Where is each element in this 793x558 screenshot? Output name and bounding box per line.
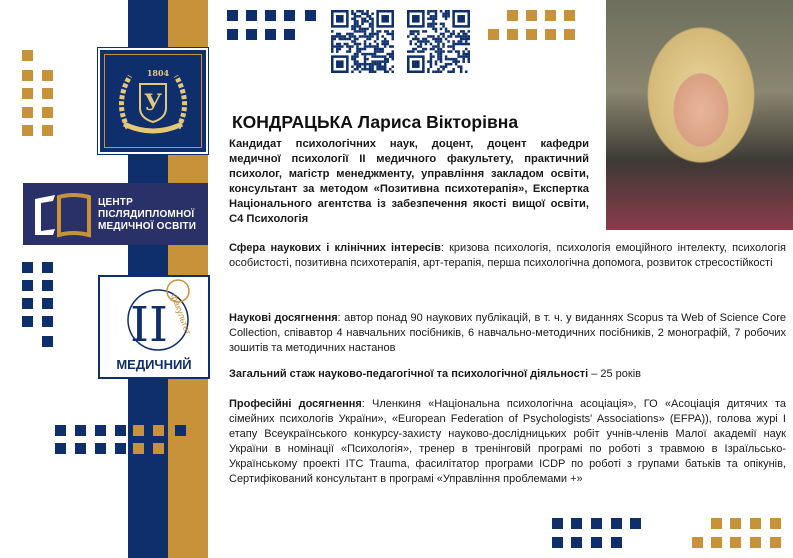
university-logo bbox=[98, 48, 208, 154]
decorative-square bbox=[42, 107, 53, 118]
second-medical-faculty-logo bbox=[98, 275, 210, 379]
decorative-square bbox=[545, 29, 556, 40]
decorative-square bbox=[770, 518, 781, 529]
person-name: КОНДРАЦЬКА Лариса Вікторівна bbox=[232, 112, 519, 132]
decorative-square bbox=[115, 443, 126, 454]
decorative-square bbox=[22, 88, 33, 99]
decorative-square bbox=[730, 537, 741, 548]
postgraduate-center-logo: ЦЕНТР ПІСЛЯДИПЛОМНОЇ МЕДИЧНОЇ ОСВІТИ bbox=[23, 183, 208, 245]
decorative-square bbox=[42, 298, 53, 309]
decorative-square bbox=[488, 29, 499, 40]
decorative-square bbox=[115, 425, 126, 436]
decorative-square bbox=[22, 280, 33, 291]
decorative-square bbox=[22, 316, 33, 327]
decorative-square bbox=[246, 10, 257, 21]
decorative-square bbox=[730, 518, 741, 529]
interests-section: Сфера наукових і клінічних інтересів: кризова психологія, психологія емоційного інтелекту, психологія особистості, позитивна психотерапія, арт-терапія, перша психологічна допомога, розвиток стресостійкості bbox=[229, 242, 786, 269]
decorative-square bbox=[526, 10, 537, 21]
qr-code-1[interactable] bbox=[331, 10, 394, 73]
decorative-square bbox=[711, 518, 722, 529]
decorative-square bbox=[571, 518, 582, 529]
decorative-square bbox=[133, 443, 144, 454]
decorative-square bbox=[22, 50, 33, 61]
decorative-square bbox=[526, 29, 537, 40]
decorative-square bbox=[591, 518, 602, 529]
decorative-square bbox=[55, 443, 66, 454]
decorative-square bbox=[750, 537, 761, 548]
decorative-square bbox=[265, 29, 276, 40]
decorative-square bbox=[22, 298, 33, 309]
decorative-square bbox=[611, 537, 622, 548]
decorative-square bbox=[153, 443, 164, 454]
position-summary: Кандидат психологічних наук, доцент, доцент кафедри медичної психології II медичного факультету, практичний психолог, магістр менеджменту, управління закладом освіти, консультант за методом «Позитивна психотерапія», Експертка Національного агентства із забезпечення якості вищої освіти, С4 Психологія bbox=[229, 138, 589, 225]
decorative-square bbox=[22, 70, 33, 81]
svg-text:1804: 1804 bbox=[146, 68, 170, 78]
svg-text:факультет: факультет bbox=[169, 292, 194, 336]
decorative-square bbox=[227, 29, 238, 40]
decorative-square bbox=[42, 336, 53, 347]
decorative-square bbox=[507, 29, 518, 40]
decorative-square bbox=[22, 262, 33, 273]
decorative-square bbox=[95, 425, 106, 436]
achievements-section: Наукові досягнення: автор понад 90 наукових публікацій, в т. ч. у виданнях Scopus та Web of Science Core Collection, співавтор 4 навчальних посібників, 6 навчально-методичних посібників, 2 монографій, 7 робочих зошитів та методичних настанов bbox=[229, 312, 786, 354]
decorative-square bbox=[42, 280, 53, 291]
decorative-square bbox=[305, 10, 316, 21]
professional-section: Професійні досягнення: Членкиня «Національна психологічна асоціація», ГО «Асоціація дитячих та сімейних психологів України», «European Federation of Psychologists' Associations» (EFPA)), голова журі І етапу Всеукраїнського конкурсу-захисту науково-дослідницьких робіт учнів-членів Малої академії наук України в номінації «Психологія», тренер в тренінговій програмі по роботі з травмою в Ізраїльсько-Українському проекті ITC Trauma, фасилітатор програми ICDP по роботі з групами батьків та опікунів, Сертифікований консультант в програмі «Управління проблемами +» bbox=[229, 398, 786, 485]
decorative-square bbox=[75, 443, 86, 454]
decorative-square bbox=[175, 425, 186, 436]
profile-photo bbox=[606, 0, 793, 230]
decorative-square bbox=[153, 425, 164, 436]
svg-text:II: II bbox=[130, 297, 168, 353]
decorative-square bbox=[552, 537, 563, 548]
decorative-square bbox=[22, 125, 33, 136]
decorative-square bbox=[284, 10, 295, 21]
decorative-square bbox=[571, 537, 582, 548]
decorative-square bbox=[55, 425, 66, 436]
decorative-square bbox=[507, 10, 518, 21]
decorative-square bbox=[42, 316, 53, 327]
decorative-square bbox=[133, 425, 144, 436]
decorative-square bbox=[75, 425, 86, 436]
decorative-square bbox=[22, 107, 33, 118]
decorative-square bbox=[246, 29, 257, 40]
decorative-square bbox=[95, 443, 106, 454]
decorative-square bbox=[42, 70, 53, 81]
decorative-square bbox=[750, 518, 761, 529]
decorative-square bbox=[42, 125, 53, 136]
decorative-square bbox=[552, 518, 563, 529]
decorative-square bbox=[42, 88, 53, 99]
decorative-square bbox=[265, 10, 276, 21]
decorative-square bbox=[611, 518, 622, 529]
svg-text:МЕДИЧНИЙ: МЕДИЧНИЙ bbox=[116, 357, 192, 372]
decorative-square bbox=[227, 10, 238, 21]
decorative-square bbox=[630, 518, 641, 529]
qr-code-2[interactable] bbox=[407, 10, 470, 73]
university-letter: У bbox=[144, 90, 162, 116]
decorative-square bbox=[564, 29, 575, 40]
decorative-square bbox=[711, 537, 722, 548]
decorative-square bbox=[564, 10, 575, 21]
decorative-square bbox=[692, 537, 703, 548]
decorative-square bbox=[42, 262, 53, 273]
decorative-square bbox=[770, 537, 781, 548]
experience-section: Загальний стаж науково-педагогічної та психологічної діяльності – 25 років bbox=[229, 368, 641, 380]
decorative-square bbox=[284, 29, 295, 40]
decorative-square bbox=[545, 10, 556, 21]
decorative-square bbox=[591, 537, 602, 548]
